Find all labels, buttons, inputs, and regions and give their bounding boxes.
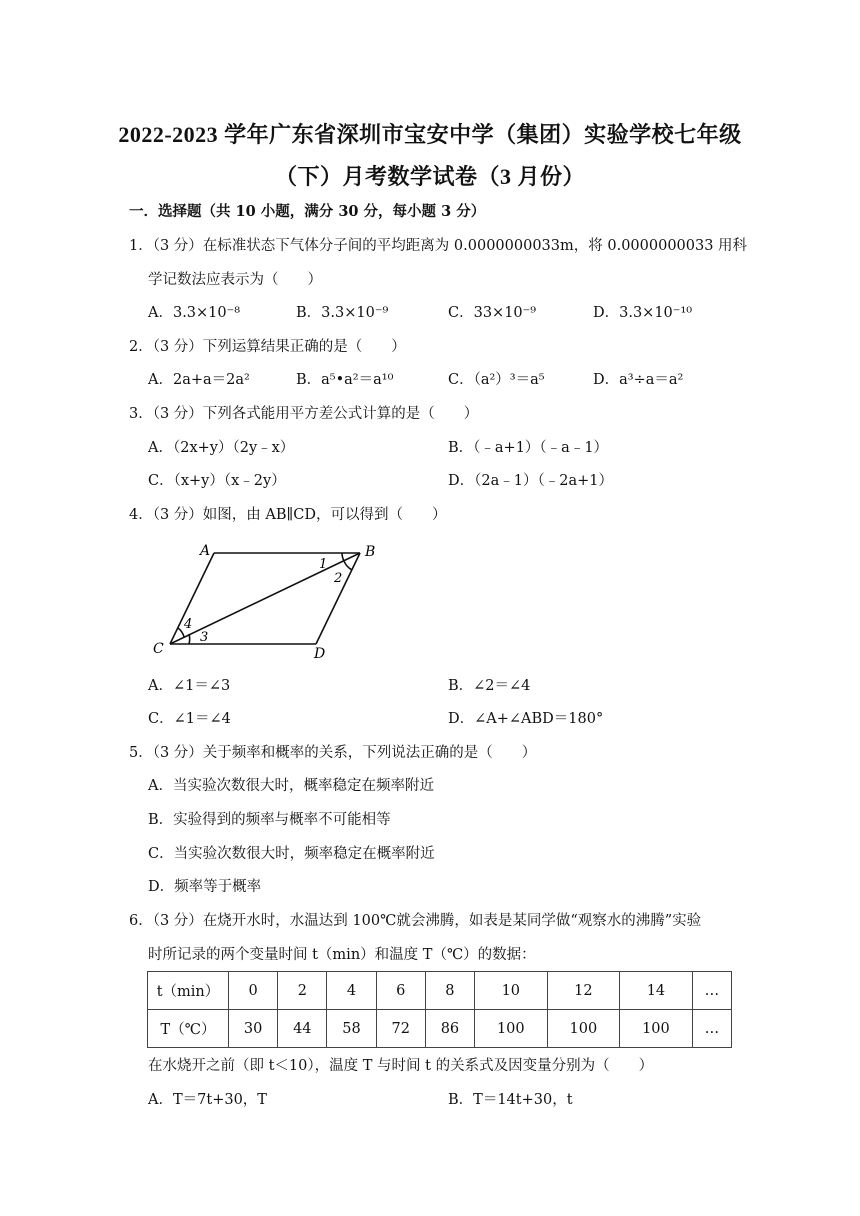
table-cell: … <box>692 1010 731 1048</box>
table-cell: 14 <box>620 972 693 1010</box>
q1-stem-line1: 1．（3 分）在标准状态下气体分子间的平均距离为 0.0000000033m，将 0.0000000033 用科 <box>129 238 748 254</box>
q2-option-b: B．a⁵•a²＝a¹⁰ <box>296 372 394 388</box>
q2-stem: 2．（3 分）下列运算结果正确的是（ ） <box>129 339 406 355</box>
temperature-table <box>147 971 732 1048</box>
q4-option-a: A．∠1＝∠3 <box>148 678 231 694</box>
angle-label-3: 3 <box>200 630 209 645</box>
figure-label-a: A <box>200 543 211 559</box>
q6-option-a: A．T＝7t+30，T <box>148 1092 267 1108</box>
q5-stem: 5．（3 分）关于频率和概率的关系，下列说法正确的是（ ） <box>129 745 537 761</box>
table-cell: 100 <box>620 1010 693 1048</box>
q3-option-a: A．（2x+y）（2y﹣x） <box>148 440 295 456</box>
q4-stem: 4．（3 分）如图，由 AB∥CD，可以得到（ ） <box>129 507 447 523</box>
exam-title-line1: 2022-2023 学年广东省深圳市宝安中学（集团）实验学校七年级 <box>118 122 742 147</box>
section-heading: 一．选择题（共 10 小题，满分 30 分，每小题 3 分） <box>129 203 486 220</box>
table-cell: T（℃） <box>148 1010 229 1048</box>
parallelogram-figure <box>148 538 388 662</box>
table-cell: 100 <box>547 1010 620 1048</box>
q3-option-b: B．（﹣a+1）（﹣a﹣1） <box>448 440 609 456</box>
q1-option-a: A．3.3×10⁻⁸ <box>148 305 241 321</box>
table-cell: 4 <box>327 972 376 1010</box>
table-cell: 8 <box>425 972 474 1010</box>
q1-stem-line2: 学记数法应表示为（ ） <box>148 272 322 288</box>
table-cell: 6 <box>376 972 425 1010</box>
q2-option-d: D．a³÷a＝a² <box>593 372 684 388</box>
q5-option-a: A．当实验次数很大时，概率稳定在频率附近 <box>148 778 434 794</box>
q4-option-b: B．∠2＝∠4 <box>448 678 531 694</box>
q3-option-c: C．（x+y）（x﹣2y） <box>148 473 286 489</box>
table-cell: 0 <box>229 972 278 1010</box>
q2-option-c: C．（a²）³＝a⁵ <box>448 372 545 388</box>
q4-option-d: D．∠A+∠ABD＝180° <box>448 711 604 727</box>
table-cell: … <box>692 972 731 1010</box>
table-cell: 12 <box>547 972 620 1010</box>
q1-option-b: B．3.3×10⁻⁹ <box>296 305 389 321</box>
table-cell: 10 <box>475 972 548 1010</box>
q3-option-d: D．（2a﹣1）（﹣2a+1） <box>448 473 613 489</box>
table-cell: 30 <box>229 1010 278 1048</box>
table-row <box>148 1010 732 1048</box>
angle-label-2: 2 <box>334 571 343 586</box>
table-cell: 58 <box>327 1010 376 1048</box>
q6-stem-line2: 时所记录的两个变量时间 t（min）和温度 T（℃）的数据： <box>148 947 536 963</box>
figure-label-c: C <box>153 641 164 657</box>
table-cell: 86 <box>425 1010 474 1048</box>
figure-label-b: B <box>365 544 376 560</box>
q5-option-d: D．频率等于概率 <box>148 879 262 895</box>
table-cell: 44 <box>278 1010 327 1048</box>
q5-option-b: B．实验得到的频率与概率不可能相等 <box>148 812 391 828</box>
q1-option-d: D．3.3×10⁻¹⁰ <box>593 305 693 321</box>
q4-option-c: C．∠1＝∠4 <box>148 711 231 727</box>
table-cell: 2 <box>278 972 327 1010</box>
table-row <box>148 972 732 1010</box>
q3-stem: 3．（3 分）下列各式能用平方差公式计算的是（ ） <box>129 406 479 422</box>
table-cell: 72 <box>376 1010 425 1048</box>
exam-title-line2: （下）月考数学试卷（3 月份） <box>274 164 585 189</box>
q1-option-c: C．33×10⁻⁹ <box>448 305 537 321</box>
q6-option-b: B．T＝14t+30，t <box>448 1092 573 1108</box>
angle-label-4: 4 <box>184 617 193 632</box>
q2-option-a: A．2a+a＝2a² <box>148 372 250 388</box>
q6-stem-line3: 在水烧开之前（即 t＜10），温度 T 与时间 t 的关系式及因变量分别为（ ） <box>148 1058 654 1074</box>
q6-stem-line1: 6．（3 分）在烧开水时，水温达到 100℃就会沸腾，如表是某同学做“观察水的沸腾”实验 <box>129 913 702 929</box>
figure-label-d: D <box>314 646 326 662</box>
q5-option-c: C．当实验次数很大时，频率稳定在概率附近 <box>148 846 435 862</box>
table-cell: 100 <box>475 1010 548 1048</box>
angle-label-1: 1 <box>319 557 328 572</box>
table-cell: t（min） <box>148 972 229 1010</box>
